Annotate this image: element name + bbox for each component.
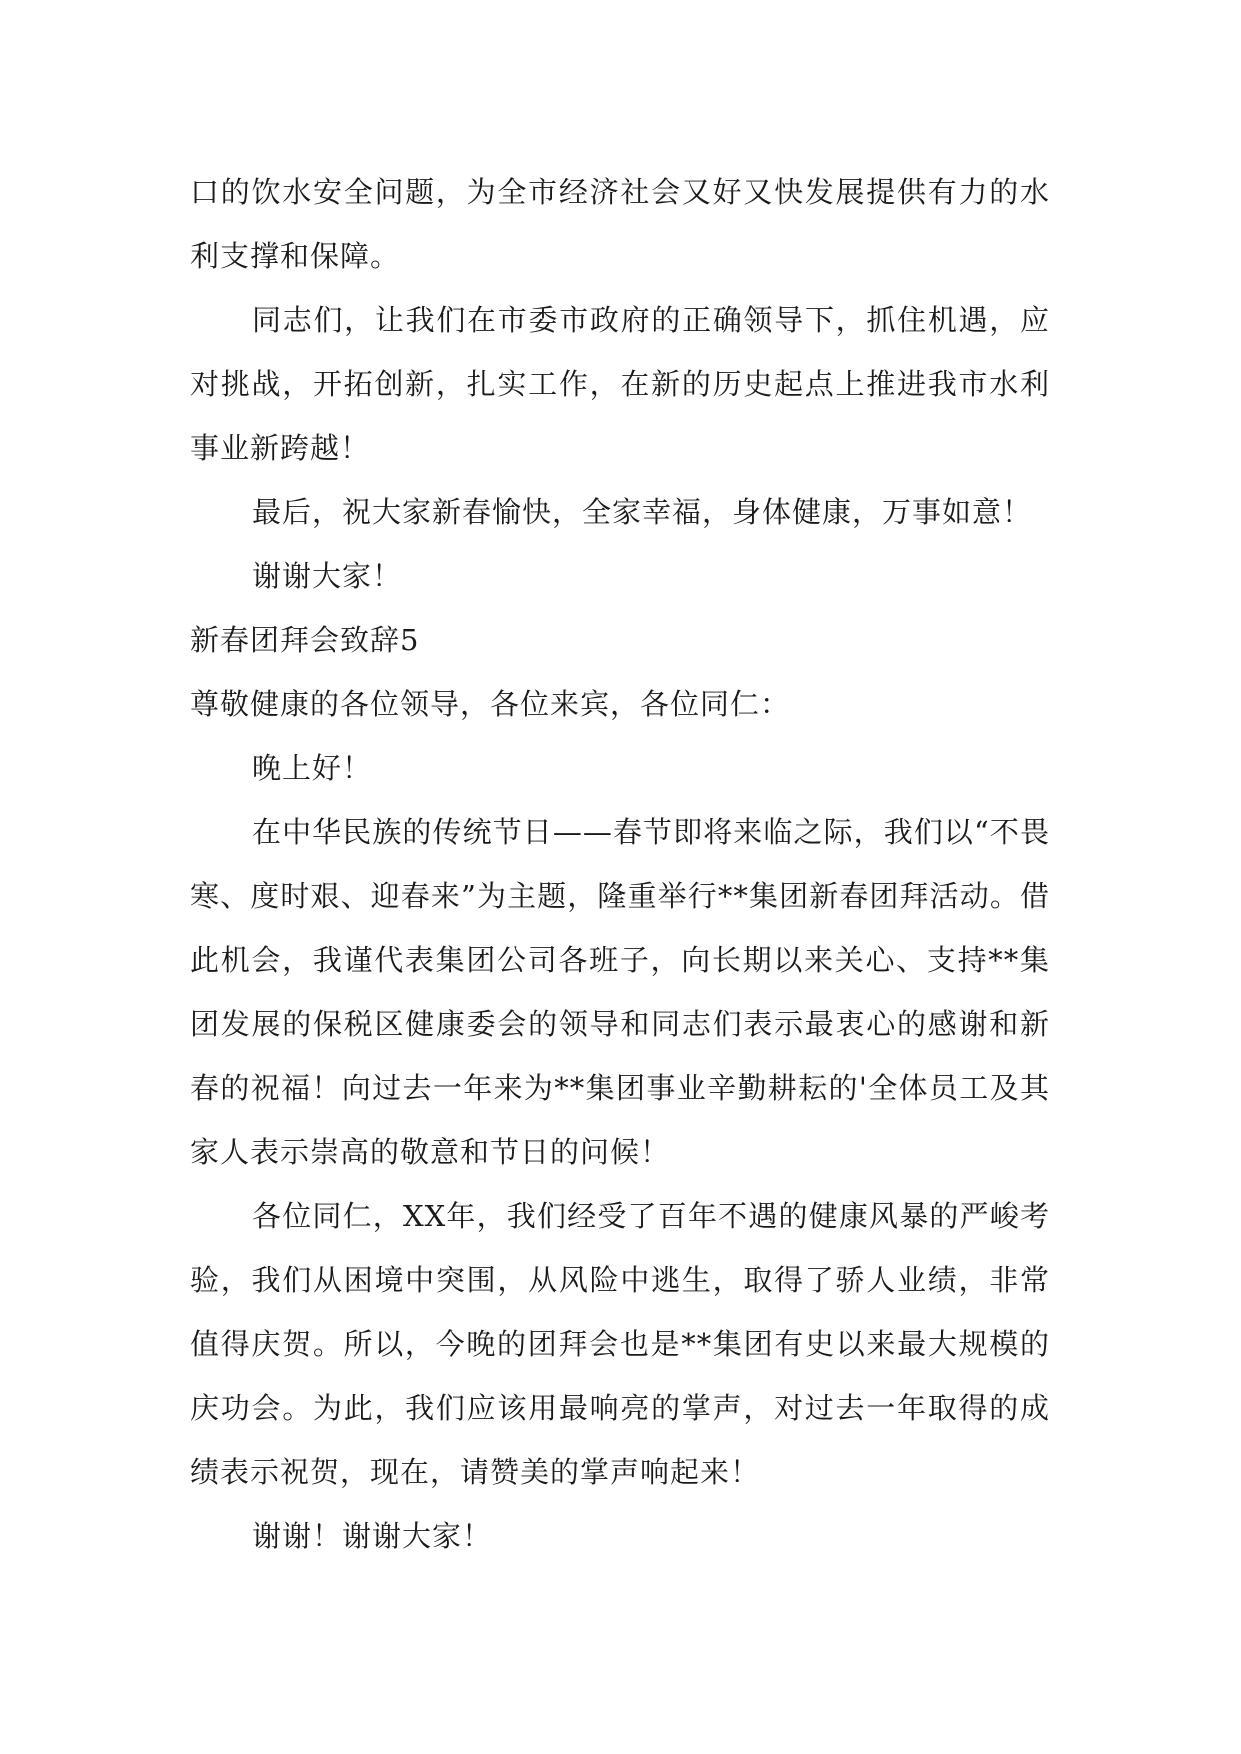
greeting: 晚上好！ <box>252 751 373 785</box>
paragraph: 各位同仁，XX年，我们经受了百年不遇的健康风暴的严峻考验，我们从困境中突围，从风险中逃生，取得了骄人业绩，非常值得庆贺。所以，今晚的团拜会也是**集团有史以来最大规模的庆功会。为此，我们应该用最响亮的掌声，对过去一年取得的成绩表示祝贺，现在，请赞美的掌声响起来！ <box>190 1199 1050 1489</box>
paragraph: 谢谢大家！ <box>252 559 403 593</box>
paragraph: 在中华民族的传统节日——春节即将来临之际，我们以“不畏寒、度时艰、迎春来”为主题，隆重举行**集团新春团拜活动。借此机会，我谨代表集团公司各班子，向长期以来关心、支持**集团发展的保税区健康委会的领导和同志们表示最衷心的感谢和新春的祝福！向过去一年来为**集团事业辛勤耕耘的'全体员工及其家人表示崇高的敬意和节日的问候！ <box>190 815 1050 1169</box>
closing: 谢谢！谢谢大家！ <box>252 1519 493 1553</box>
paragraph: 同志们，让我们在市委市政府的正确领导下，抓住机遇，应对挑战，开拓创新，扎实工作，在新的历史起点上推进我市水利事业新跨越！ <box>190 303 1050 465</box>
paragraph: 口的饮水安全问题，为全市经济社会又好又快发展提供有力的水利支撑和保障。 <box>190 175 1050 273</box>
document-body <box>190 160 1050 1568</box>
salutation: 尊敬健康的各位领导，各位来宾，各位同仁： <box>190 687 791 721</box>
paragraph: 最后，祝大家新春愉快，全家幸福，身体健康，万事如意！ <box>252 495 1033 529</box>
section-title: 新春团拜会致辞5 <box>190 623 420 657</box>
